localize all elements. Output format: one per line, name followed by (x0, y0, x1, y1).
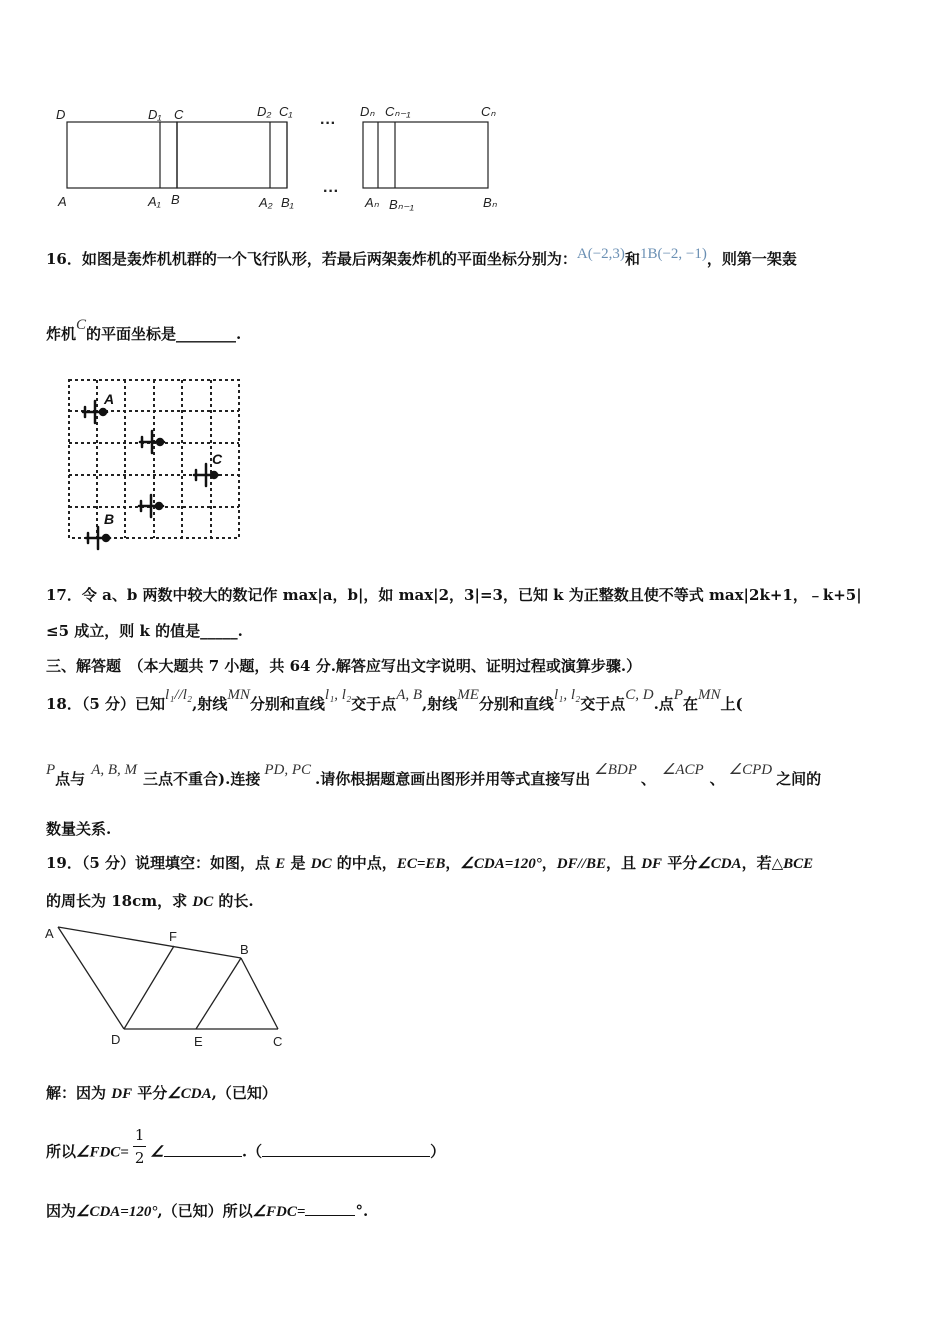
q19-line2: 的周长为 18cm，求 DC 的长. (46, 892, 254, 910)
label-A: A (58, 194, 67, 209)
label-C: C (174, 107, 184, 122)
rectangles-figure (50, 100, 510, 215)
bomber-2-icon (140, 431, 164, 453)
answer-blank-1[interactable] (164, 1142, 242, 1157)
grid-label-B: B (104, 511, 115, 527)
fig19-label-E: E (194, 1034, 203, 1049)
fig19-label-A: A (45, 926, 54, 941)
bomber-grid-figure (62, 372, 252, 552)
label-D1: D₁ (148, 107, 162, 122)
fraction-one-half: $\frac{1}{2}$ (134, 1126, 145, 1167)
reason-blank-1[interactable] (262, 1142, 430, 1157)
label-A2: A₂ (259, 195, 273, 210)
q16-line1: 16．如图是轰炸机机群的一个飞行队形，若最后两架轰炸机的平面坐标分别为：A(−2,3)和1B(−2, −1)，则第一架轰 (46, 246, 797, 268)
fig19-label-C: C (273, 1034, 283, 1049)
label-B1: B₁ (281, 195, 294, 210)
solution-line1: 解：因为 DF 平分∠CDA,（已知） (46, 1084, 277, 1102)
coord-a: A(−2,3) (576, 246, 625, 262)
label-Bn: Bₙ (483, 195, 497, 210)
bomber-4-icon (139, 495, 163, 517)
label-Cn: Cₙ (481, 104, 496, 119)
fig19-label-B: B (240, 942, 249, 957)
q16-line2: 炸机C的平面坐标是________. (46, 317, 242, 343)
q18-line2: P点与 A, B, M 三点不重合).连接 PD, PC .请你根据题意画出图形并用等式直接写出 ∠BDP 、 ∠ACP 、 ∠CPD 之间的 (46, 762, 822, 788)
bomber-b-icon (86, 527, 110, 549)
label-Dn: Dₙ (360, 104, 375, 119)
grid-label-C: C (212, 451, 223, 467)
answer-blank-2[interactable] (305, 1201, 355, 1216)
label-C1: C₁ (279, 104, 293, 119)
grid-label-A: A (104, 391, 115, 407)
q19-line1: 19．（5 分）说理填空：如图，点 E 是 DC 的中点，EC=EB，∠CDA=120°，DF//BE，且 DF 平分∠CDA，若△BCE (46, 854, 814, 872)
q17-line1: 17．令 a、b 两数中较大的数记作 max|a，b|，如 max|2，3|=3，已知 k 为正整数且使不等式 max|2k+1，﹣k+5| (46, 586, 862, 604)
bomber-c-icon (194, 464, 218, 486)
q18-line1: 18．（5 分）已知l₁//l₂,射线MN分别和直线l₁, l₂交于点A, B,射线ME分别和直线l₁, l₂交于点C, D.点P在MN上( (46, 687, 743, 713)
label-D: D (56, 107, 66, 122)
q19-geometry-figure (44, 920, 294, 1055)
dots-bottom: ··· (323, 183, 339, 200)
fig19-label-D: D (111, 1032, 121, 1047)
label-A1: A₁ (148, 194, 161, 209)
label-Bn-1: Bₙ₋₁ (389, 197, 414, 212)
label-An: Aₙ (365, 195, 379, 210)
q17-line2: ≤5 成立，则 k 的值是_____. (46, 622, 243, 640)
coord-b: 1B(−2, −1) (639, 246, 707, 262)
solution-line3: 因为∠CDA=120°,（已知）所以∠FDC= °. (46, 1202, 369, 1220)
q18-line3: 数量关系. (46, 820, 112, 838)
label-B: B (171, 192, 180, 207)
label-D2: D₂ (257, 104, 272, 119)
section3-title: 三、解答题 （本大题共 7 小题，共 64 分.解答应写出文字说明、证明过程或演算步骤.） (46, 657, 642, 675)
fig19-label-F: F (169, 929, 177, 944)
solution-line2: 所以∠FDC= $\frac{1}{2}$ ∠ .（ ） (46, 1126, 446, 1167)
label-Cn-1: Cₙ₋₁ (385, 104, 411, 119)
dots-top: ··· (320, 115, 336, 132)
